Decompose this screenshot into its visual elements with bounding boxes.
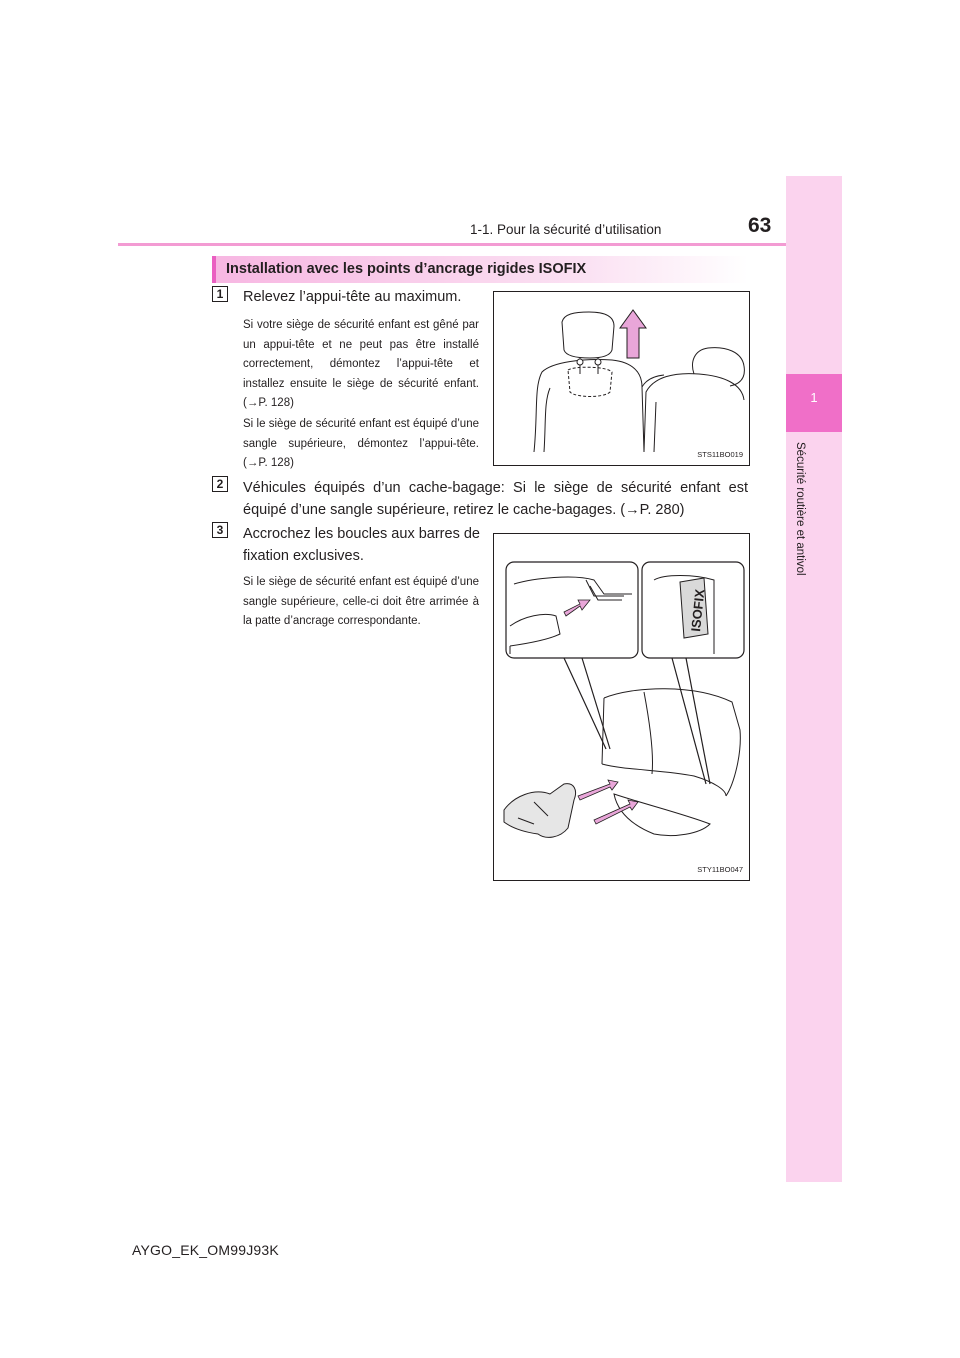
- figure-isofix: [493, 533, 750, 881]
- step-1-detail-1: Si votre siège de sécurité enfant est gêné par un appui-tête et ne peut pas être installé correctement, démontez l’appui-tête et installez ensuite le siège de sécurité enfant. (→P. 128): [243, 319, 479, 409]
- step-1-instruction: Relevez l’appui-tête au maximum.: [243, 289, 462, 305]
- step-1-badge: 1: [212, 286, 228, 302]
- headrest-illustration: [494, 292, 749, 465]
- lift-arrow-icon: [620, 310, 646, 358]
- isofix-illustration: [494, 534, 749, 880]
- document-code: AYGO_EK_OM99J93K: [132, 1242, 279, 1258]
- attach-arrows-icon: [578, 780, 638, 824]
- section-heading: Installation avec les points d’ancrage rigides ISOFIX: [226, 261, 587, 277]
- step-2-badge: 2: [212, 476, 228, 492]
- step-3-badge: 3: [212, 522, 228, 538]
- step-2-instruction: Véhicules équipés d’un cache-bagage: Si le siège de sécurité enfant est équipé d’une sangle supérieure, retirez le cache-bagages. (→P. 280): [243, 480, 748, 518]
- chapter-side-title-text: Sécurité routière et antivol: [794, 442, 806, 576]
- figure-1-code: STS11BO019: [697, 450, 743, 459]
- header-divider: [118, 243, 786, 246]
- figure-2-code: STY11BO047: [697, 865, 743, 874]
- isofix-tag-text: ISOFIX: [688, 588, 708, 633]
- page-number: 63: [748, 214, 772, 237]
- chapter-tab-number: 1: [810, 390, 818, 405]
- header-section-title: 1-1. Pour la sécurité d’utilisation: [470, 222, 662, 237]
- chapter-side-title: [794, 442, 814, 692]
- figure-headrest: [493, 291, 750, 466]
- step-1-detail-2: Si le siège de sécurité enfant est équipé d’une sangle supérieure, démontez l’appui-tête. (→P. 128): [243, 418, 479, 469]
- step-3-instruction: Accrochez les boucles aux barres de fixation exclusives.: [243, 526, 480, 564]
- step-3-detail-1: Si le siège de sécurité enfant est équipé d’une sangle supérieure, celle-ci doit être arrimée à la patte d’ancrage correspondante.: [243, 576, 479, 627]
